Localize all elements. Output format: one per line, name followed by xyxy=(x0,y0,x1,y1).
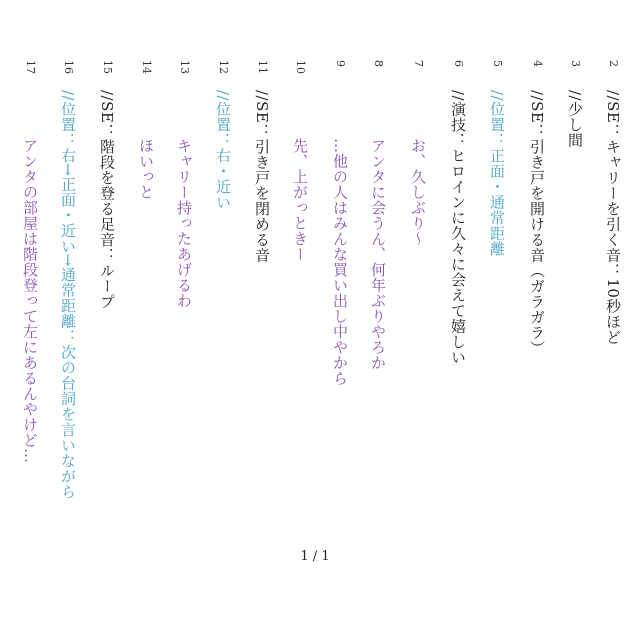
stage-direction-text: //SE：引き戸を閉める音 xyxy=(253,90,271,263)
stage-direction-text: //SE：引き戸を開ける音（ガラガラ） xyxy=(528,90,546,356)
stage-direction-text: //少し間 xyxy=(566,90,584,148)
script-line xyxy=(98,0,116,530)
script-line xyxy=(528,0,546,530)
dialogue-text: ほいっと xyxy=(137,138,155,200)
line-number: 13 xyxy=(178,60,191,74)
dialogue-text: キャリー持ったあげるわ xyxy=(175,138,193,309)
line-number: 11 xyxy=(256,60,269,74)
line-number: 7 xyxy=(412,60,425,67)
position-note-text: //位置：右・近い xyxy=(214,90,232,210)
line-number: 17 xyxy=(24,60,37,74)
script-line xyxy=(253,0,271,530)
script-line xyxy=(449,0,467,530)
script-line xyxy=(409,0,427,530)
stage-direction-text: //演技：ヒロインに久々に会えて嬉しい xyxy=(449,90,467,365)
stage-direction-text: //SE：階段を登る足音：ループ xyxy=(98,90,116,310)
dialogue-text: 先、上がっときー xyxy=(291,138,309,262)
stage-direction-text: //SE：キャリーを引く音：10秒ほど xyxy=(604,90,622,345)
line-number: 8 xyxy=(372,60,385,67)
script-line xyxy=(21,0,39,530)
script-line xyxy=(59,0,77,530)
line-number: 3 xyxy=(569,60,582,67)
script-line xyxy=(137,0,155,530)
script-line xyxy=(566,0,584,530)
line-number: 16 xyxy=(62,60,75,74)
script-line xyxy=(331,0,349,530)
dialogue-text: アンタの部屋は階段登って左にあるんやけど… xyxy=(21,138,39,464)
script-line xyxy=(604,0,622,530)
line-number: 5 xyxy=(491,60,504,67)
page-indicator: 1 / 1 xyxy=(300,549,330,564)
dialogue-text: アンタに会うん、何年ぶりやろか xyxy=(369,138,387,371)
line-number: 9 xyxy=(334,60,347,67)
script-line xyxy=(488,0,506,530)
script-line xyxy=(291,0,309,530)
dialogue-text: …他の人はみんな買い出し中やから xyxy=(331,138,349,386)
line-number: 10 xyxy=(294,60,307,74)
script-line xyxy=(214,0,232,530)
script-line xyxy=(369,0,387,530)
line-number: 2 xyxy=(607,60,620,67)
line-number: 6 xyxy=(452,60,465,67)
script-line xyxy=(175,0,193,530)
dialogue-text: お、久しぶり〜 xyxy=(409,138,427,247)
line-number: 12 xyxy=(217,60,230,74)
position-note-text: //位置：正面・通常距離 xyxy=(488,90,506,257)
line-number: 14 xyxy=(140,60,153,74)
line-number: 4 xyxy=(531,60,544,67)
position-note-text: //位置：右→正面・近い→通常距離：次の台詞を言いながら xyxy=(59,90,77,500)
line-number: 15 xyxy=(101,60,114,74)
